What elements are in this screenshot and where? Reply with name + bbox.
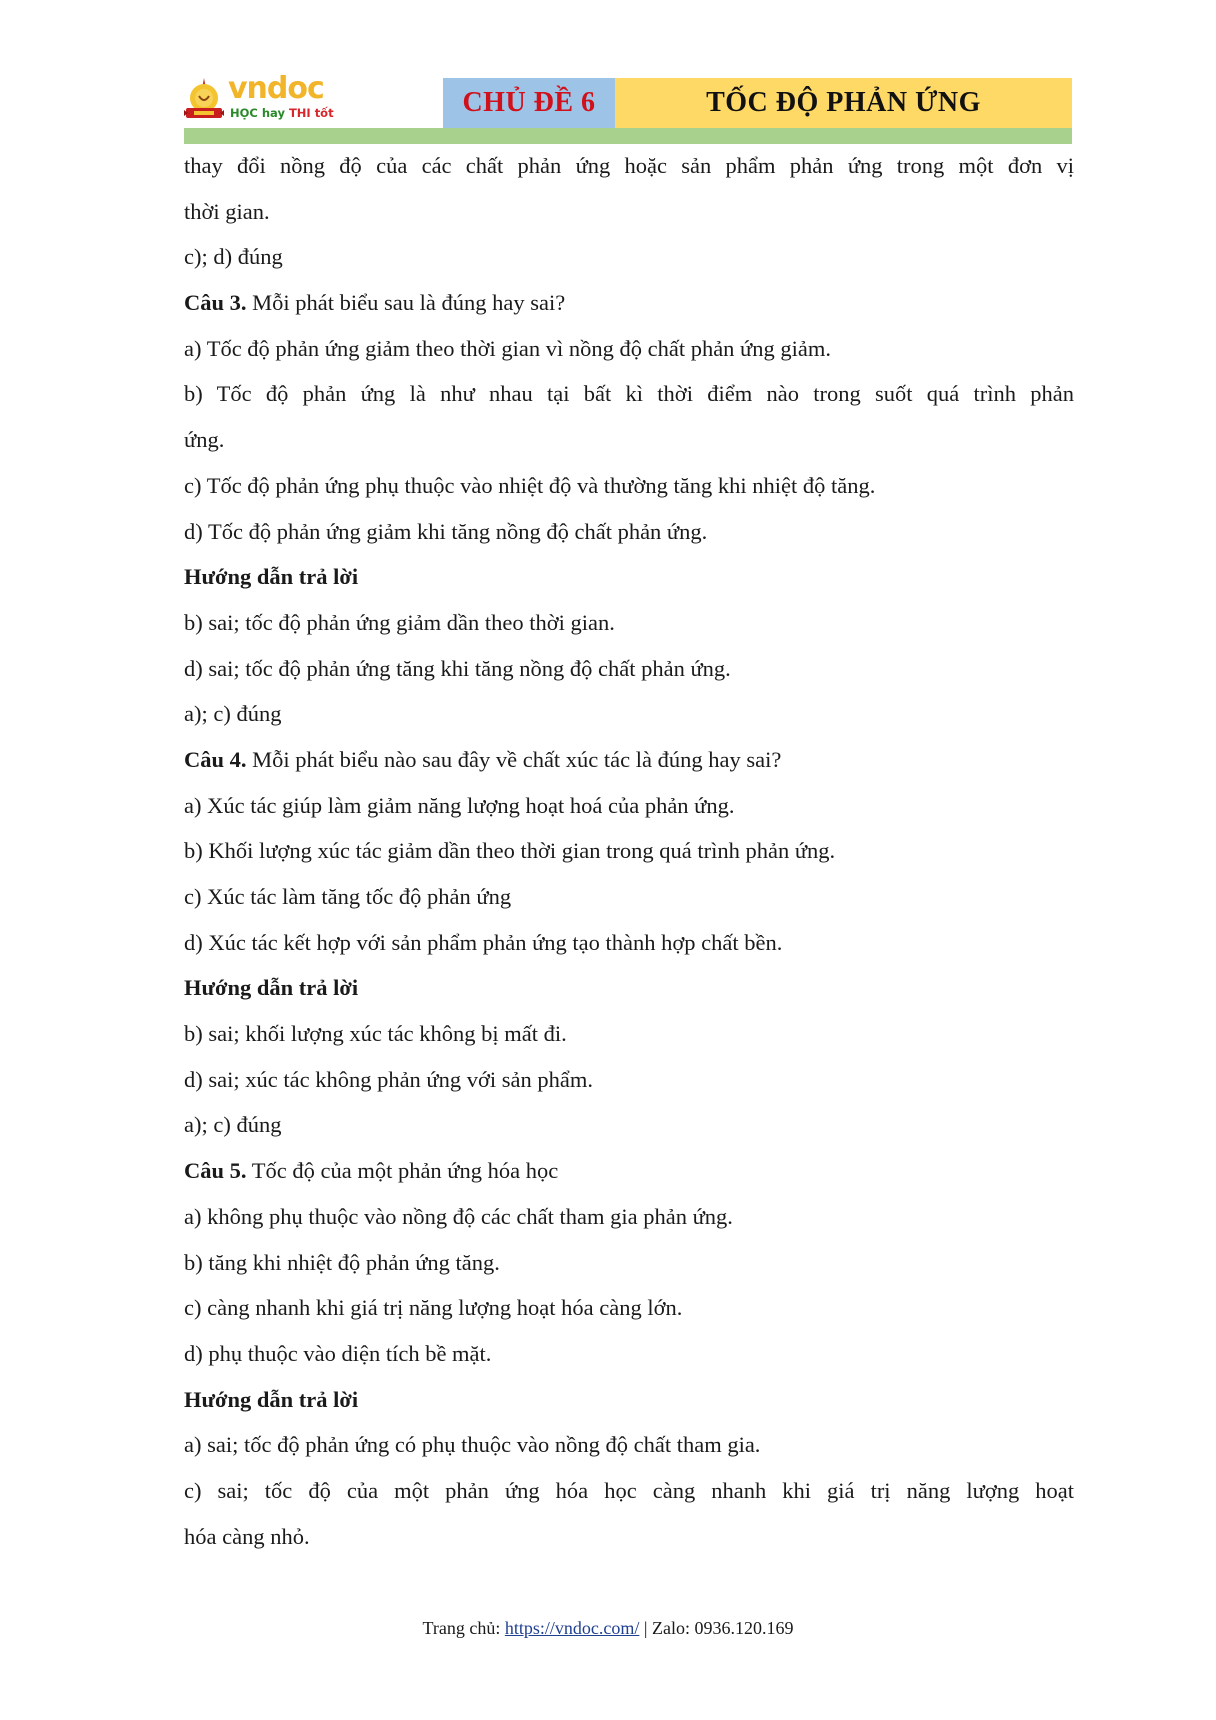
line-text: b) Tốc độ phản ứng là như nhau tại bất kì thời điểm nào trong suốt quá trình phản (184, 381, 1074, 407)
text-line (184, 1240, 1074, 1286)
text-line (184, 371, 1074, 417)
line-text: c) Tốc độ phản ứng phụ thuộc vào nhiệt độ và thường tăng khi nhiệt độ tăng. (184, 472, 876, 498)
bold-label: Hướng dẫn trả lời (184, 1386, 359, 1412)
text-line (184, 1102, 1074, 1148)
page-footer (0, 1618, 1216, 1639)
line-text: a); c) đúng (184, 701, 282, 727)
text-line (184, 646, 1074, 692)
brand-slogan: HỌC hay THI tốt (230, 106, 334, 120)
page-title: TỐC ĐỘ PHẢN ỨNG (706, 87, 981, 118)
text-line (184, 1057, 1074, 1103)
text-line (184, 326, 1074, 372)
line-text: Mỗi phát biểu sau là đúng hay sai? (246, 290, 566, 316)
answer-heading (184, 965, 1074, 1011)
text-line (184, 1331, 1074, 1377)
line-text: d) Tốc độ phản ứng giảm khi tăng nồng độ chất phản ứng. (184, 518, 708, 544)
line-text: thời gian. (184, 198, 270, 224)
text-line (184, 509, 1074, 555)
bold-label: Câu 5. (184, 1158, 247, 1184)
text-line (184, 417, 1074, 463)
line-text: a) sai; tốc độ phản ứng có phụ thuộc vào nồng độ chất tham gia. (184, 1432, 761, 1458)
text-line (184, 1285, 1074, 1331)
text-line (184, 783, 1074, 829)
text-line (184, 691, 1074, 737)
answer-heading (184, 1377, 1074, 1423)
line-text: d) phụ thuộc vào diện tích bề mặt. (184, 1340, 492, 1366)
title-box (615, 78, 1072, 128)
text-line (184, 143, 1074, 189)
line-text: c) sai; tốc độ của một phản ứng hóa học càng nhanh khi giá trị năng lượng hoạt (184, 1477, 1074, 1503)
line-text: c) Xúc tác làm tăng tốc độ phản ứng (184, 884, 512, 909)
text-line (184, 189, 1074, 235)
line-text: Mỗi phát biểu nào sau đây về chất xúc tác là đúng hay sai? (246, 746, 782, 772)
crest-icon (184, 76, 224, 122)
line-text: a); c) đúng (184, 1112, 282, 1138)
line-text: ứng. (184, 427, 225, 453)
header-divider (184, 128, 1072, 144)
vndoc-logo[interactable] (184, 72, 344, 128)
text-line (184, 234, 1074, 280)
text-line (184, 1194, 1074, 1240)
question-line (184, 1148, 1074, 1194)
footer-prefix: Trang chủ: (422, 1618, 505, 1638)
bold-label: Câu 3. (184, 290, 247, 316)
document-body (184, 143, 1074, 1559)
text-line (184, 463, 1074, 509)
text-line (184, 1514, 1074, 1560)
line-text: d) sai; xúc tác không phản ứng với sản phẩm. (184, 1066, 594, 1092)
text-line (184, 828, 1074, 874)
line-text: thay đổi nồng độ của các chất phản ứng hoặc sản phẩm phản ứng trong một đơn vị (184, 153, 1074, 178)
line-text: d) sai; tốc độ phản ứng tăng khi tăng nồng độ chất phản ứng. (184, 655, 731, 681)
text-line (184, 874, 1074, 920)
line-text: b) sai; tốc độ phản ứng giảm dần theo thời gian. (184, 609, 615, 635)
text-line (184, 600, 1074, 646)
line-text: a) không phụ thuộc vào nồng độ các chất tham gia phản ứng. (184, 1203, 733, 1229)
line-text: b) sai; khối lượng xúc tác không bị mất đi. (184, 1021, 567, 1047)
answer-heading (184, 554, 1074, 600)
line-text: b) Khối lượng xúc tác giảm dần theo thời gian trong quá trình phản ứng. (184, 838, 836, 864)
topic-label: CHỦ ĐỀ 6 (462, 87, 596, 118)
line-text: hóa càng nhỏ. (184, 1523, 310, 1549)
text-line (184, 1011, 1074, 1057)
line-text: a) Tốc độ phản ứng giảm theo thời gian vì nồng độ chất phản ứng giảm. (184, 335, 831, 361)
text-line (184, 920, 1074, 966)
line-text: c); d) đúng (184, 244, 283, 270)
line-text: b) tăng khi nhiệt độ phản ứng tăng. (184, 1249, 500, 1275)
bold-label: Câu 4. (184, 746, 247, 772)
text-line (184, 1468, 1074, 1514)
topic-label-box (443, 78, 615, 128)
homepage-link[interactable]: https://vndoc.com/ (504, 1618, 640, 1638)
text-line (184, 1422, 1074, 1468)
question-line (184, 280, 1074, 326)
line-text: a) Xúc tác giúp làm giảm năng lượng hoạt hoá của phản ứng. (184, 792, 735, 818)
bold-label: Hướng dẫn trả lời (184, 564, 359, 590)
bold-label: Hướng dẫn trả lời (184, 975, 359, 1001)
line-text: c) càng nhanh khi giá trị năng lượng hoạt hóa càng lớn. (184, 1295, 683, 1321)
question-line (184, 737, 1074, 783)
line-text: d) Xúc tác kết hợp với sản phẩm phản ứng tạo thành hợp chất bền. (184, 929, 783, 955)
footer-separator: | (639, 1618, 652, 1638)
footer-zalo: Zalo: 0936.120.169 (651, 1618, 794, 1638)
page-header (184, 70, 1072, 144)
brand-wordmark: vndoc (228, 71, 324, 106)
line-text: Tốc độ của một phản ứng hóa học (246, 1158, 559, 1184)
